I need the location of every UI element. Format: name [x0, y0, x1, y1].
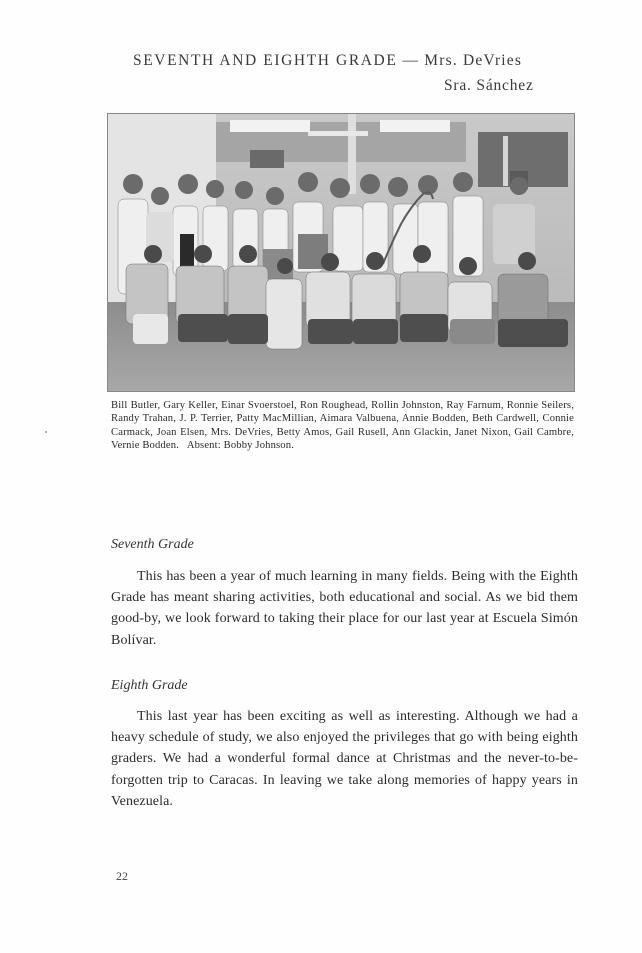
title-dash: — [402, 52, 420, 69]
photo-caption [111, 399, 574, 453]
caption-names: Bill Butler, Gary Keller, Einar Svoerstoel, Ron Roughead, Rollin Johnston, Ray Farnum, Ronnie Seilers, Randy Trahan, J. P. Terrier, Patty MacMillian, Aimara Valbuena, Annie Bodden, Beth Cardwell, Connie Carmack, Joan Elsen, Mrs. DeVries, Betty Amos, Gail Rusell, Ann Glackin, Janet Nixon, Gail Cambre, Vernie Bodden. [111, 400, 574, 452]
eighth-grade-heading: Eighth Grade [111, 678, 188, 693]
caption-absent: Absent: Bobby Johnson. [186, 440, 294, 452]
eighth-grade-paragraph: This last year has been exciting as well as interesting. Although we had a heavy schedule of study, we also enjoyed the privileges that go with being eighth graders. We had a wonderful formal dance at Christmas and the never-to-be-forgotten trip to Caracas. In leaving we take along memories of happy years in Venezuela. [111, 709, 578, 809]
seventh-grade-heading: Seventh Grade [111, 537, 194, 552]
teacher-name-1: Mrs. DeVries [424, 52, 523, 69]
teacher-name-2: Sra. Sánchez [444, 77, 534, 94]
seventh-grade-paragraph: This has been a year of much learning in many fields. Being with the Eighth Grade has meant sharing activities, both educational and social. As we bid them good-by, we look forward to taking their place for our last year at Escuela Simón Bolívar. [111, 569, 578, 648]
scan-speck [45, 431, 47, 433]
page-title [133, 52, 543, 70]
class-photo-image [108, 114, 574, 391]
class-title: SEVENTH AND EIGHTH GRADE [133, 52, 398, 69]
class-photo [107, 113, 575, 392]
page-number: 22 [116, 869, 128, 883]
